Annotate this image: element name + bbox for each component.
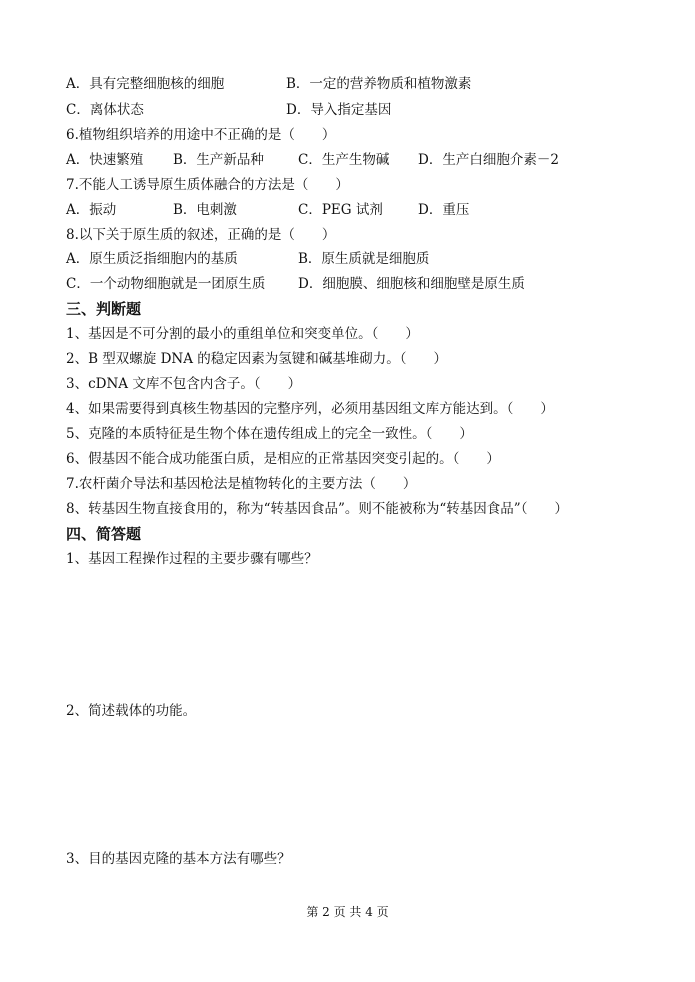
q5-option-b: B．一定的营养物质和植物激素 bbox=[286, 76, 472, 92]
section-title-short-answer: 四、简答题 bbox=[66, 525, 142, 543]
q7-stem: 7.不能人工诱导原生质体融合的方法是（ ） bbox=[66, 177, 349, 193]
q5-option-d: D．导入指定基因 bbox=[286, 102, 392, 118]
short-answer-q1: 1、基因工程操作过程的主要步骤有哪些？ bbox=[66, 551, 318, 567]
judgement-item: 2、B 型双螺旋 DNA 的稳定因素为氢键和碱基堆砌力。（ ） bbox=[66, 351, 448, 367]
q6-option-d: D．生产白细胞介素－2 bbox=[418, 152, 559, 168]
q7-option-d: D．重压 bbox=[418, 202, 470, 218]
q8-option-a: A．原生质泛指细胞内的基质 bbox=[66, 251, 238, 267]
q6-option-b: B．生产新品种 bbox=[173, 152, 264, 168]
q7-option-a: A．振动 bbox=[66, 202, 117, 218]
page-number-footer: 第 2 页 共 4 页 bbox=[306, 905, 389, 919]
short-answer-q2: 2、简述载体的功能。 bbox=[66, 703, 197, 719]
judgement-item: 1、基因是不可分割的最小的重组单位和突变单位。（ ） bbox=[66, 326, 419, 342]
judgement-item: 5、克隆的本质特征是生物个体在遗传组成上的完全一致性。（ ） bbox=[66, 426, 473, 442]
short-answer-q3: 3、目的基因克隆的基本方法有哪些？ bbox=[66, 851, 291, 867]
q8-option-c: C．一个动物细胞就是一团原生质 bbox=[66, 276, 266, 292]
q6-option-c: C．生产生物碱 bbox=[298, 152, 390, 168]
q8-stem: 8.以下关于原生质的叙述，正确的是（ ） bbox=[66, 227, 336, 243]
q8-option-b: B．原生质就是细胞质 bbox=[298, 251, 430, 267]
q8-option-d: D．细胞膜、细胞核和细胞壁是原生质 bbox=[298, 276, 525, 292]
section-title-judgement: 三、判断题 bbox=[66, 300, 142, 318]
judgement-item: 3、cDNA 文库不包含内含子。（ ） bbox=[66, 376, 302, 392]
judgement-item: 8、转基因生物直接食用的，称为“转基因食品”。则不能被称为“转基因食品”（ ） bbox=[66, 501, 568, 517]
q5-option-a: A．具有完整细胞核的细胞 bbox=[66, 76, 225, 92]
q6-option-a: A．快速繁殖 bbox=[66, 152, 144, 168]
q7-option-b: B．电刺激 bbox=[173, 202, 237, 218]
judgement-item: 6、假基因不能合成功能蛋白质，是相应的正常基因突变引起的。（ ） bbox=[66, 451, 500, 467]
q5-option-c: C．离体状态 bbox=[66, 102, 144, 118]
q6-stem: 6.植物组织培养的用途中不正确的是（ ） bbox=[66, 127, 336, 143]
judgement-item: 7.农杆菌介导法和基因枪法是植物转化的主要方法（ ） bbox=[66, 476, 417, 492]
judgement-item: 4、如果需要得到真核生物基因的完整序列，必须用基因组文库方能达到。（ ） bbox=[66, 401, 554, 417]
q7-option-c: C．PEG 试剂 bbox=[298, 202, 383, 218]
